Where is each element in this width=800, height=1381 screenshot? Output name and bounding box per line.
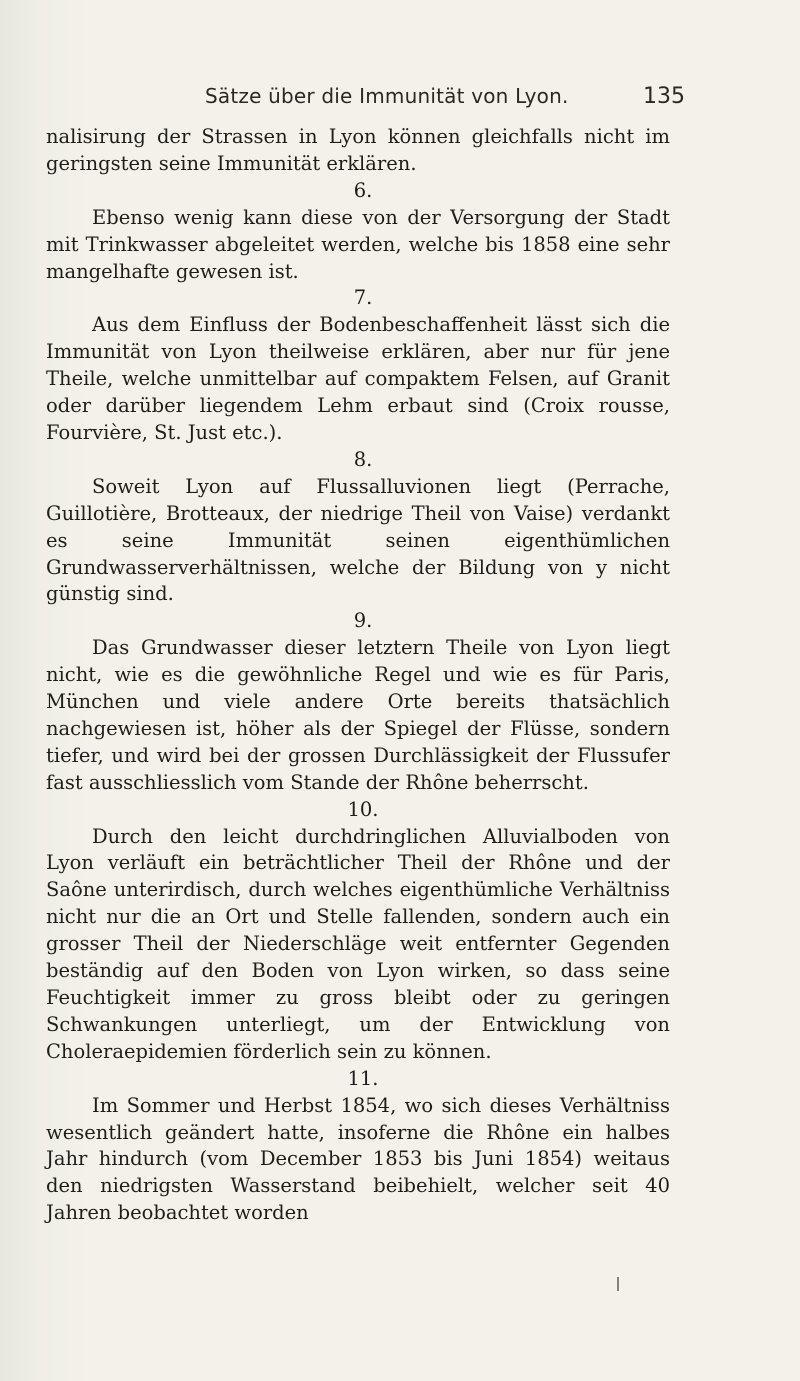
print-speck xyxy=(617,1277,619,1291)
paragraph-11: Im Sommer und Herbst 1854, wo sich dieses Verhältniss wesentlich geändert hatte, insoferne die Rhône ein halbes Jahr hindurch (vom December 1853 bis Juni 1854) weitaus den niedrigsten Wasserstand beibehielt, welcher seit 40 Jahren beobachtet worden xyxy=(46,1093,670,1225)
section-number-9: 9. xyxy=(353,609,373,633)
page-number: 135 xyxy=(643,84,685,109)
paragraph-8: Soweit Lyon auf Flussalluvionen liegt (Perrache, Guillotière, Brotteaux, der niedrige Theil von Vaise) verdankt es seine Immunität seinen eigenthümlichen Grundwasserverhältnissen, welche der Bildung von y nicht günstig sind. xyxy=(46,474,670,606)
paragraph-continuation: nalisirung der Strassen in Lyon können gleichfalls nicht im geringsten seine Immunität erklären. xyxy=(46,125,670,175)
section-number-10: 10. xyxy=(347,797,379,821)
body-text xyxy=(46,124,670,1227)
paragraph-10: Durch den leicht durchdringlichen Alluvialboden von Lyon verläuft ein beträchtlicher Theil der Rhône und der Saône unterirdisch, durch welches eigenthümliche Verhältniss nicht nur die an Ort und Stelle fallenden, sondern auch ein grosser Theil der Niederschläge weit entfernter Gegenden beständig auf den Boden von Lyon wirken, so dass seine Feuchtigkeit immer zu gross bleibt oder zu geringen Schwankungen unterliegt, um der Entwicklung von Choleraepidemien förderlich sein zu können. xyxy=(46,824,670,1063)
section-number-8: 8. xyxy=(353,447,373,471)
section-number-11: 11. xyxy=(347,1066,379,1090)
section-number-7: 7. xyxy=(353,286,373,310)
paragraph-6: Ebenso wenig kann diese von der Versorgung der Stadt mit Trinkwasser abgeleitet werden, welche bis 1858 eine sehr mangelhafte gewesen ist. xyxy=(46,205,670,283)
paragraph-9: Das Grundwasser dieser letztern Theile von Lyon liegt nicht, wie es die gewöhnliche Regel und wie es für Paris, München und viele andere Orte bereits thatsächlich nachgewiesen ist, höher als der Spiegel der Flüsse, sondern tiefer, und wird bei der grossen Durchlässigkeit der Flussufer fast ausschliesslich vom Stande der Rhône beherrscht. xyxy=(46,636,670,794)
paragraph-7: Aus dem Einfluss der Bodenbeschaffenheit lässt sich die Immunität von Lyon theilweise erklären, aber nur für jene Theile, welche unmittelbar auf compaktem Felsen, auf Granit oder darüber liegendem Lehm erbaut sind (Croix rousse, Fourvière, St. Just etc.). xyxy=(46,313,670,444)
page-header xyxy=(205,84,685,116)
running-title: Sätze über die Immunität von Lyon. xyxy=(205,84,569,108)
section-number-6: 6. xyxy=(353,178,373,202)
